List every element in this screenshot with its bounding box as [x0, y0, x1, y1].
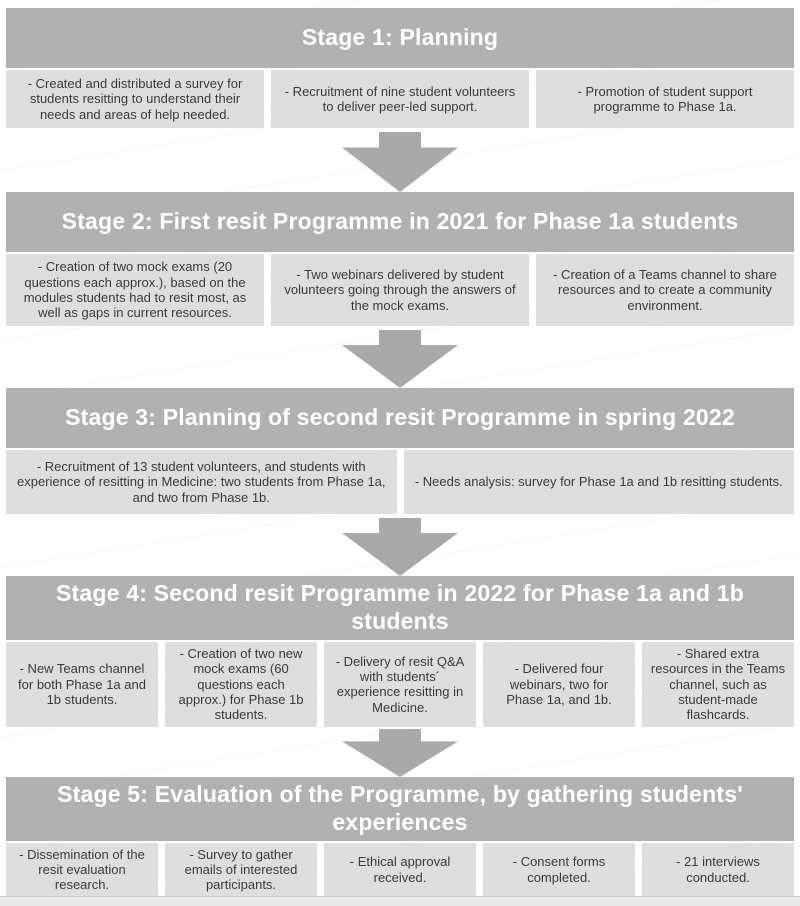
stage-5-item-3: - Ethical approval received.	[324, 843, 476, 897]
stage-1-title: Stage 1: Planning	[6, 8, 794, 68]
down-arrow-icon	[342, 330, 458, 388]
stage-1-item-3: - Promotion of student support programme to Phase 1a.	[536, 70, 794, 128]
stage-3-items	[6, 450, 794, 514]
arrow-gap-3	[0, 514, 800, 576]
down-arrow-icon	[342, 518, 458, 576]
stage-4-section	[6, 576, 794, 727]
arrow-gap-1	[0, 128, 800, 192]
stage-2-title: Stage 2: First resit Programme in 2021 for Phase 1a students	[6, 192, 794, 252]
stage-4-title: Stage 4: Second resit Programme in 2022 for Phase 1a and 1b students	[6, 576, 794, 640]
stage-2-section	[6, 192, 794, 326]
stage-4-items	[6, 642, 794, 727]
arrow-gap-2	[0, 326, 800, 388]
stage-2-item-3: - Creation of a Teams channel to share resources and to create a community environment.	[536, 254, 794, 326]
stage-2-items	[6, 254, 794, 326]
stage-3-section	[6, 388, 794, 514]
stage-5-item-2: - Survey to gather emails of interested participants.	[165, 843, 317, 897]
stage-3-item-2: - Needs analysis: survey for Phase 1a and 1b resitting students.	[404, 450, 795, 514]
stage-5-title: Stage 5: Evaluation of the Programme, by gathering students' experiences	[6, 777, 794, 841]
stage-2-item-1: - Creation of two mock exams (20 questions each approx.), based on the modules students had to resit most, as well as gaps in current resources.	[6, 254, 264, 326]
stage-1-item-1: - Created and distributed a survey for students resitting to understand their needs and areas of help needed.	[6, 70, 264, 128]
stage-1-item-2: - Recruitment of nine student volunteers to deliver peer-led support.	[271, 70, 529, 128]
stage-2-item-2: - Two webinars delivered by student volunteers going through the answers of the mock exams.	[271, 254, 529, 326]
stage-4-item-5: - Shared extra resources in the Teams channel, such as student-made flashcards.	[642, 642, 794, 727]
arrow-gap-4	[0, 727, 800, 777]
stage-1-items	[6, 70, 794, 128]
stage-4-item-4: - Delivered four webinars, two for Phase 1a, and 1b.	[483, 642, 635, 727]
stage-5-item-4: - Consent forms completed.	[483, 843, 635, 897]
down-arrow-icon	[342, 132, 458, 192]
stage-4-item-2: - Creation of two new mock exams (60 questions each approx.) for Phase 1b students.	[165, 642, 317, 727]
stage-5-item-1: - Dissemination of the resit evaluation research.	[6, 843, 158, 897]
stage-5-items	[6, 843, 794, 897]
stage-4-item-3: - Delivery of resit Q&A with students´ experience resitting in Medicine.	[324, 642, 476, 727]
stage-1-section	[6, 8, 794, 128]
down-arrow-icon	[342, 729, 458, 777]
stage-3-item-1: - Recruitment of 13 student volunteers, and students with experience of resitting in Medicine: two students from Phase 1a, and two from Phase 1b.	[6, 450, 397, 514]
stage-5-section	[6, 777, 794, 897]
stage-4-item-1: - New Teams channel for both Phase 1a and 1b students.	[6, 642, 158, 727]
bottom-partial-band	[0, 896, 800, 906]
stage-5-item-5: - 21 interviews conducted.	[642, 843, 794, 897]
stage-3-title: Stage 3: Planning of second resit Programme in spring 2022	[6, 388, 794, 448]
